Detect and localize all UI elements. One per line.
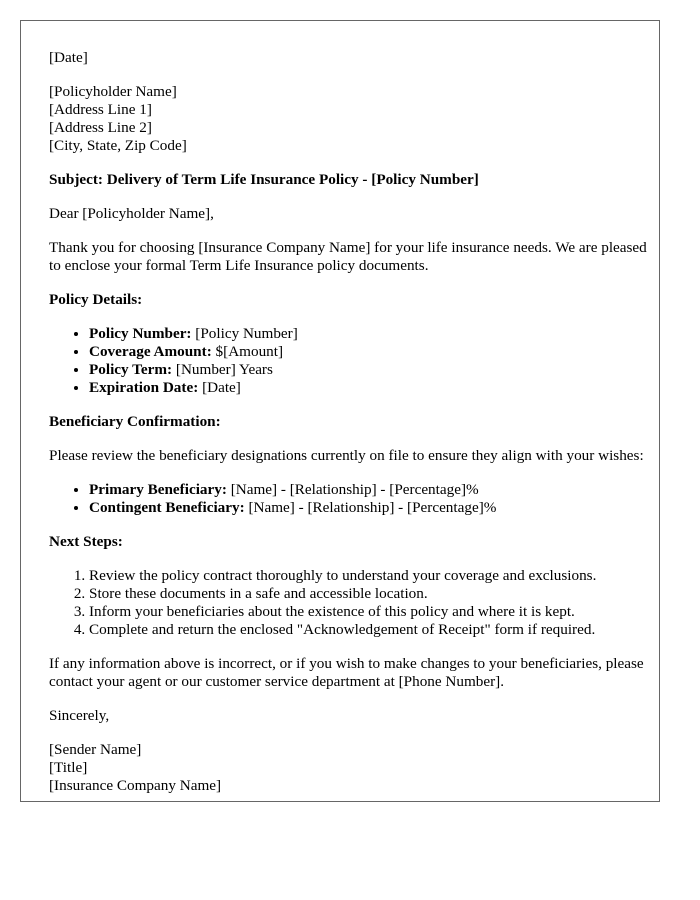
recipient-name: [Policyholder Name] <box>49 83 177 100</box>
policy-details-heading: Policy Details: <box>49 291 143 308</box>
beneficiary-text: Please review the beneficiary designations currently on file to ensure they align with your wishes: <box>49 447 644 464</box>
letter-date: [Date] <box>49 49 88 66</box>
policy-detail-label: Expiration Date: <box>89 379 199 396</box>
beneficiary-heading: Beneficiary Confirmation: <box>49 413 221 430</box>
list-item <box>89 379 649 397</box>
recipient-city-state-zip: [City, State, Zip Code] <box>49 137 187 154</box>
letter-intro: Thank you for choosing [Insurance Company Name] for your life insurance needs. We are pleased to enclose your formal Term Life Insurance policy documents. <box>49 239 647 274</box>
next-steps-heading: Next Steps: <box>49 533 123 550</box>
list-item <box>89 499 649 517</box>
recipient-address-line-2: [Address Line 2] <box>49 119 152 136</box>
list-item <box>89 361 649 379</box>
next-steps-list <box>49 567 649 639</box>
policy-detail-value: [Number] Years <box>172 361 273 378</box>
list-item: 2. Store these documents in a safe and accessible location. <box>89 585 649 603</box>
list-item: 1. Review the policy contract thoroughly to understand your coverage and exclusions. <box>89 567 649 585</box>
list-item <box>89 343 649 361</box>
sender-title: [Title] <box>49 759 88 776</box>
recipient-address-line-1: [Address Line 1] <box>49 101 152 118</box>
sender-name: [Sender Name] <box>49 741 142 758</box>
policy-detail-label: Policy Number: <box>89 325 192 342</box>
policy-details-list <box>49 325 649 397</box>
recipient-address <box>49 83 649 155</box>
closing-text: If any information above is incorrect, or if you wish to make changes to your beneficiaries, please contact your agent or our customer service department at [Phone Number]. <box>49 655 644 690</box>
policy-detail-label: Policy Term: <box>89 361 173 378</box>
beneficiary-label: Contingent Beneficiary: <box>89 499 245 516</box>
list-item: 4. Complete and return the enclosed "Acknowledgement of Receipt" form if required. <box>89 621 649 639</box>
policy-detail-value: [Date] <box>198 379 241 396</box>
list-item: 3. Inform your beneficiaries about the existence of this policy and where it is kept. <box>89 603 649 621</box>
policy-detail-label: Coverage Amount: <box>89 343 212 360</box>
letter-subject: Subject: Delivery of Term Life Insurance Policy - [Policy Number] <box>49 171 479 188</box>
beneficiary-list <box>49 481 649 517</box>
letter-content <box>49 49 649 802</box>
letter-page <box>20 20 660 802</box>
sender-block <box>49 741 649 795</box>
beneficiary-value: [Name] - [Relationship] - [Percentage]% <box>226 481 479 498</box>
letter-greeting: Dear [Policyholder Name], <box>49 205 214 222</box>
list-item <box>89 325 649 343</box>
sender-company: [Insurance Company Name] <box>49 777 222 794</box>
policy-detail-value: [Policy Number] <box>191 325 298 342</box>
beneficiary-value: [Name] - [Relationship] - [Percentage]% <box>244 499 497 516</box>
list-item <box>89 481 649 499</box>
policy-detail-value: $[Amount] <box>211 343 284 360</box>
signoff: Sincerely, <box>49 707 110 724</box>
beneficiary-label: Primary Beneficiary: <box>89 481 227 498</box>
